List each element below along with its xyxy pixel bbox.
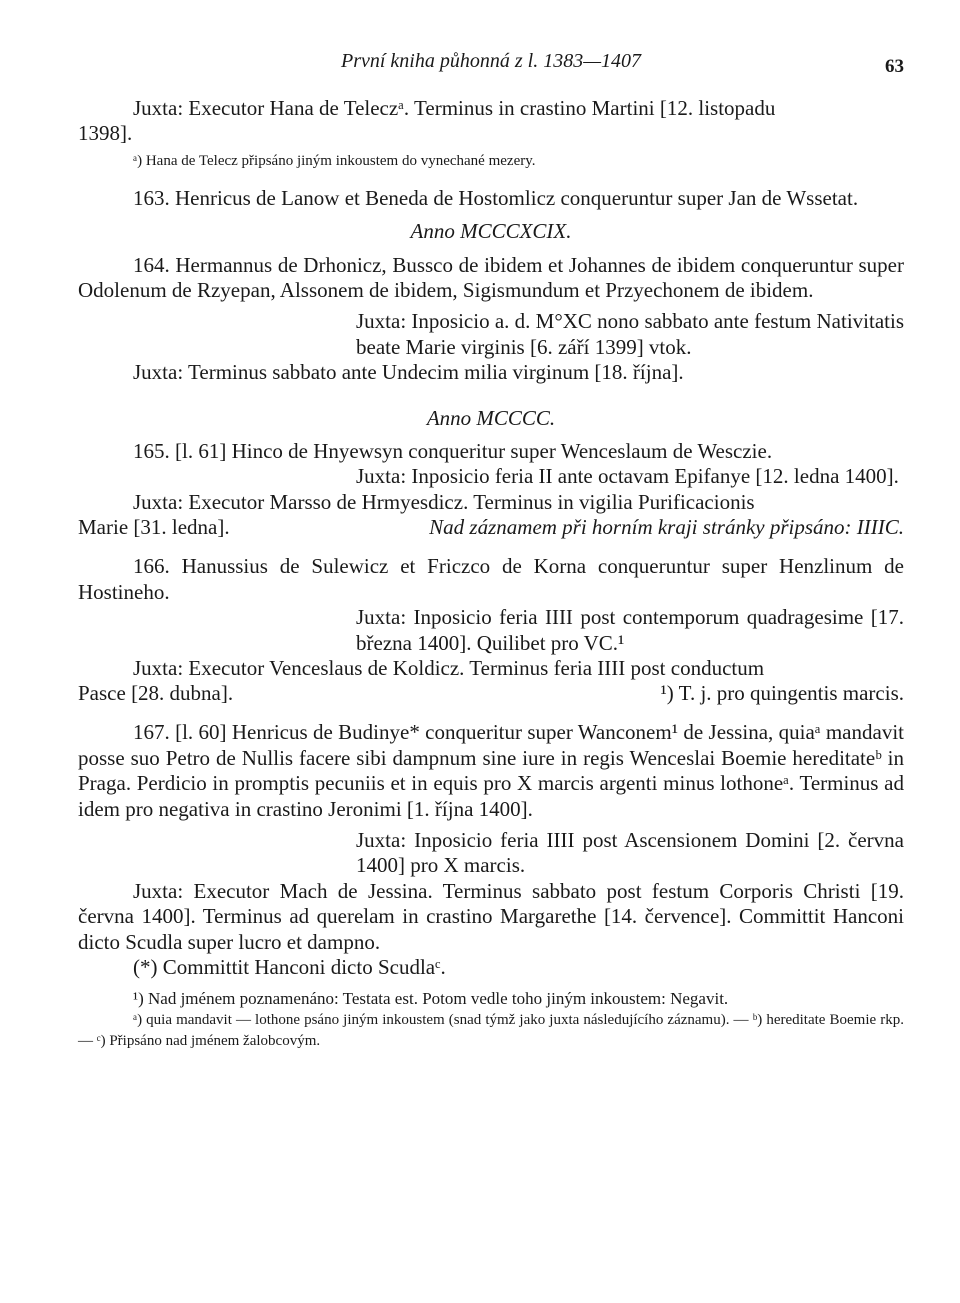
running-title: První kniha půhonná z l. 1383—1407 — [341, 50, 641, 72]
entry-165-margin-note: Nad záznamem při horním kraji stránky připsáno: IIIIC. — [429, 515, 904, 540]
entry-165-juxta-1: Juxta: Inposicio feria II ante octavam Epifanye [12. ledna 1400]. — [356, 464, 899, 489]
entry-164-juxta-1: Juxta: Inposicio a. d. M°XC nono sabbato ante festum Nativitatis beate Marie virginis [6. září 1399] vtok. — [356, 309, 904, 359]
entry-167: 167. [l. 60] Henricus de Budinye* conqueritur super Wanconem¹ de Jessina, quiaᵃ mandavit posse suo Petro de Nullis facere sibi dampnum sine iure in regis Wenceslai Boemie hereditateᵇ in Praga. Perdicio in promptis pecuniis et in equis pro X marcis argenti minus lothoneᵃ. Terminus ad idem pro negativa in crastino Jeronimi [1. října 1400]. — [78, 720, 904, 821]
entry-167-juxta-2: Juxta: Executor Mach de Jessina. Terminus sabbato post festum Corporis Christi [19. června 1400]. Terminus ad querelam in crastino Margarethe [14. července]. Committit Hanconi dicto Scudla super lucro et dampno. — [78, 878, 904, 954]
entry-164-juxta-2: Juxta: Terminus sabbato ante Undecim milia virginum [18. října]. — [133, 360, 684, 385]
year-heading-1400: Anno MCCCC. — [426, 405, 556, 430]
entry-165-juxta-2-line2: Marie [31. ledna]. — [78, 515, 230, 540]
entry-166-juxta-2-line2-row — [78, 681, 904, 706]
entry-166: 166. Hanussius de Sulewicz et Friczco de Korna conqueruntur super Henzlinum de Hostineho. — [78, 554, 904, 604]
entry-165-juxta-2-line2-row — [78, 515, 904, 540]
entry-166-juxta-1: Juxta: Inposicio feria IIII post contemporum quadragesime [17. března 1400]. Quilibet pro VC.¹ — [356, 605, 904, 655]
entry-166-footnote: ¹) T. j. pro quingentis marcis. — [660, 681, 904, 706]
entry-166-juxta-2-line1: Juxta: Executor Venceslaus de Koldicz. Terminus feria IIII post conductum — [133, 655, 765, 680]
running-header — [78, 50, 904, 82]
footnote-1: ¹) Nad jménem poznamenáno: Testata est. Potom vedle toho jiným inkoustem: Negavit. — [133, 989, 729, 1009]
entry-167-star-note: (*) Committit Hanconi dicto Scudlaᶜ. — [133, 954, 446, 979]
entry-164: 164. Hermannus de Drhonicz, Bussco de ibidem et Johannes de ibidem conqueruntur super Odolenum de Rzyepan, Alssonem de ibidem, Sigismundum et Przyechonem de ibidem. — [78, 252, 904, 303]
entry-163: 163. Henricus de Lanow et Beneda de Hostomlicz conqueruntur super Jan de Wssetat. — [133, 185, 859, 210]
entry-165: 165. [l. 61] Hinco de Hnyewsyn conqueritur super Wenceslaum de Wesczie. — [133, 439, 773, 464]
year-heading-1399: Anno MCCCXCIX. — [410, 219, 572, 244]
entry-167-juxta-1: Juxta: Inposicio feria IIII post Ascensionem Domini [2. června 1400] pro X marcis. — [356, 827, 904, 878]
entry-166-juxta-2-line2: Pasce [28. dubna]. — [78, 681, 234, 706]
page-number: 63 — [885, 56, 904, 77]
entry-162-juxta-line1: Juxta: Executor Hana de Teleczᵃ. Terminus in crastino Martini [12. listopadu — [133, 96, 776, 120]
entry-165-juxta-2-line1: Juxta: Executor Marsso de Hrmyesdicz. Terminus in vigilia Purificacionis — [133, 489, 755, 514]
footnote-a-162: ᵃ) Hana de Telecz připsáno jiným inkoustem do vynechané mezery. — [133, 152, 536, 169]
entry-162-juxta-line2: 1398]. — [78, 121, 133, 146]
page — [78, 50, 904, 1052]
footnotes-abc: ᵃ) quia mandavit — lothone psáno jiným inkoustem (snad týmž jako juxta následujícího záznamu). — ᵇ) hereditate Boemie rkp. — ᶜ) Připsáno nad jménem žalobcovým. — [78, 1012, 904, 1050]
